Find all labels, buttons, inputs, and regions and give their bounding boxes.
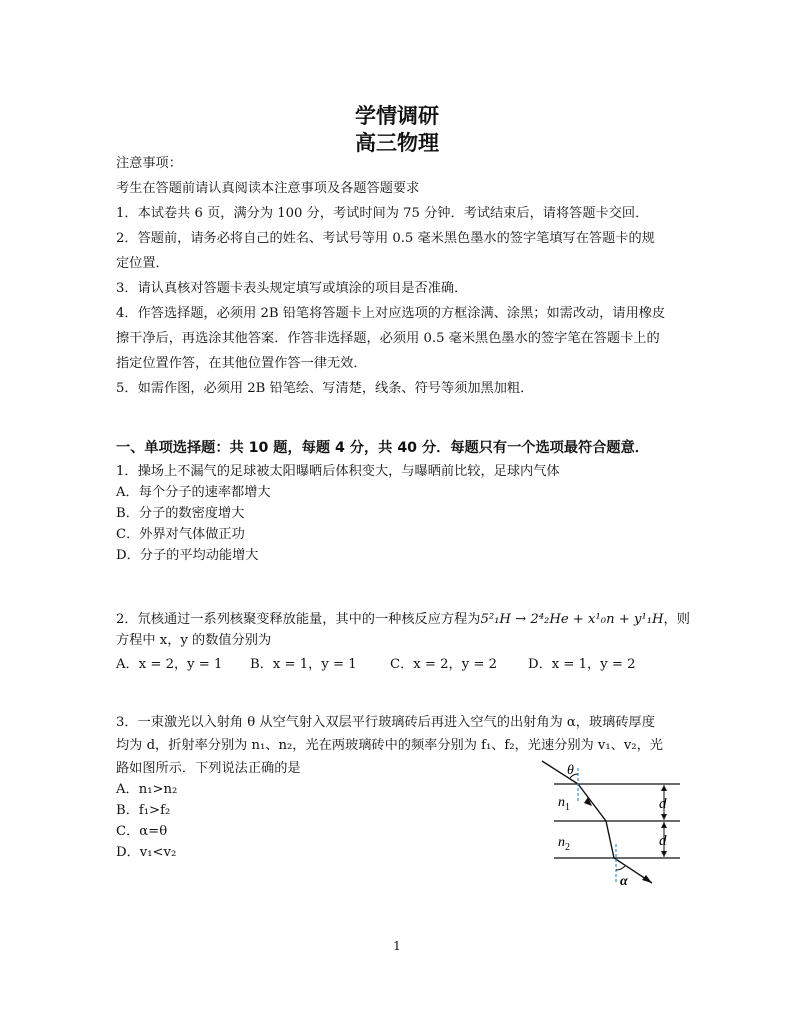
section-heading: 一、单项选择题：共 10 题，每题 4 分，共 40 分．每题只有一个选项最符合题意． <box>116 440 649 456</box>
alpha-label: α <box>620 874 628 888</box>
page-number: 1 <box>393 939 401 953</box>
q1-option-d: D．分子的平均动能增大 <box>116 548 259 563</box>
q2-stem-line1 <box>116 611 690 629</box>
n2-label <box>558 835 570 853</box>
ray-exit-arrow-icon <box>642 875 652 883</box>
n2-subscript: 2 <box>565 842 570 853</box>
q3-option-c: C．α=θ <box>116 824 168 839</box>
q3-stem-line: 均为 d，折射率分别为 n₁、n₂，光在两玻璃砖中的频率分别为 f₁、f₂，光速分别为 v₁、v₂，光 <box>116 738 663 753</box>
thickness-label-1: d <box>659 796 667 812</box>
q2-stem-line2: 方程中 x，y 的数值分别为 <box>116 633 272 648</box>
q2-option-c: C．x = 2，y = 2 <box>390 657 498 672</box>
q1-stem: 1．操场上不漏气的足球被太阳曝晒后体积变大，与曝晒前比较，足球内气体 <box>116 464 560 479</box>
thickness-arrowhead-icon <box>661 822 667 828</box>
q2-equation: 5²₁H → 2⁴₂He + x¹₀n + y¹₁H <box>480 612 664 627</box>
notice-intro: 考生在答题前请认真阅读本注意事项及各题答题要求 <box>116 181 420 196</box>
thickness-arrowhead-icon <box>661 851 667 857</box>
alpha-arc <box>616 866 625 870</box>
light-path-diagram <box>536 758 686 888</box>
notice-item: 定位置． <box>116 256 169 271</box>
q2-stem-text: 2．氘核通过一系列核聚变释放能量，其中的一种核反应方程为 <box>116 612 481 627</box>
notice-item: 4．作答选择题，必须用 2B 铅笔将答题卡上对应选项的方框涂满、涂黑；如需改动，请用橡皮 <box>116 306 666 321</box>
thickness-label-2: d <box>659 833 667 849</box>
q2-option-d: D．x = 1，y = 2 <box>528 657 636 672</box>
q3-stem-line: 路如图所示．下列说法正确的是 <box>116 761 301 776</box>
thickness-arrowhead-icon <box>661 785 667 791</box>
thickness-arrowhead-icon <box>661 814 667 820</box>
notice-item: 2．答题前，请务必将自己的姓名、考试号等用 0.5 毫米黑色墨水的签字笔填写在答题卡的规 <box>116 231 655 246</box>
q1-option-c: C．外界对气体做正功 <box>116 527 245 542</box>
notice-heading: 注意事项： <box>116 156 182 171</box>
n1-symbol: n <box>558 795 565 810</box>
notice-item: 3．请认真核对答题卡表头规定填写或填涂的项目是否准确． <box>116 281 468 296</box>
q2-option-b: B．x = 1，y = 1 <box>250 657 357 672</box>
notice-item: 指定位置作答，在其他位置作答一律无效． <box>116 356 367 371</box>
q2-stem-tail: ，则 <box>663 612 690 627</box>
q3-stem-line: 3．一束激光以入射角 θ 从空气射入双层平行玻璃砖后再进入空气的出射角为 α，玻璃砖厚度 <box>116 715 655 730</box>
q3-option-b: B．f₁>f₂ <box>116 803 171 818</box>
q1-option-a: A．每个分子的速率都增大 <box>116 485 271 500</box>
q2-option-a: A．x = 2，y = 1 <box>116 657 223 672</box>
q3-option-d: D．v₁<v₂ <box>116 845 177 860</box>
notice-item: 1．本试卷共 6 页，满分为 100 分，考试时间为 75 分钟．考试结束后，请将答题卡交回． <box>116 206 649 221</box>
n1-subscript: 1 <box>565 802 570 813</box>
light-ray <box>542 761 652 883</box>
q1-option-b: B．分子的数密度增大 <box>116 506 245 521</box>
q3-option-a: A．n₁>n₂ <box>116 782 178 797</box>
theta-label: θ <box>567 763 574 778</box>
n1-label <box>558 795 570 813</box>
exam-title: 学情调研 <box>355 104 439 128</box>
notice-item: 擦干净后，再选涂其他答案．作答非选择题，必须用 0.5 毫米黑色墨水的签字笔在答题卡上的 <box>116 331 660 346</box>
exam-subtitle: 高三物理 <box>355 131 439 155</box>
notice-item: 5．如需作图，必须用 2B 铅笔绘、写清楚，线条、符号等须加黑加粗． <box>116 381 534 396</box>
n2-symbol: n <box>558 835 565 850</box>
